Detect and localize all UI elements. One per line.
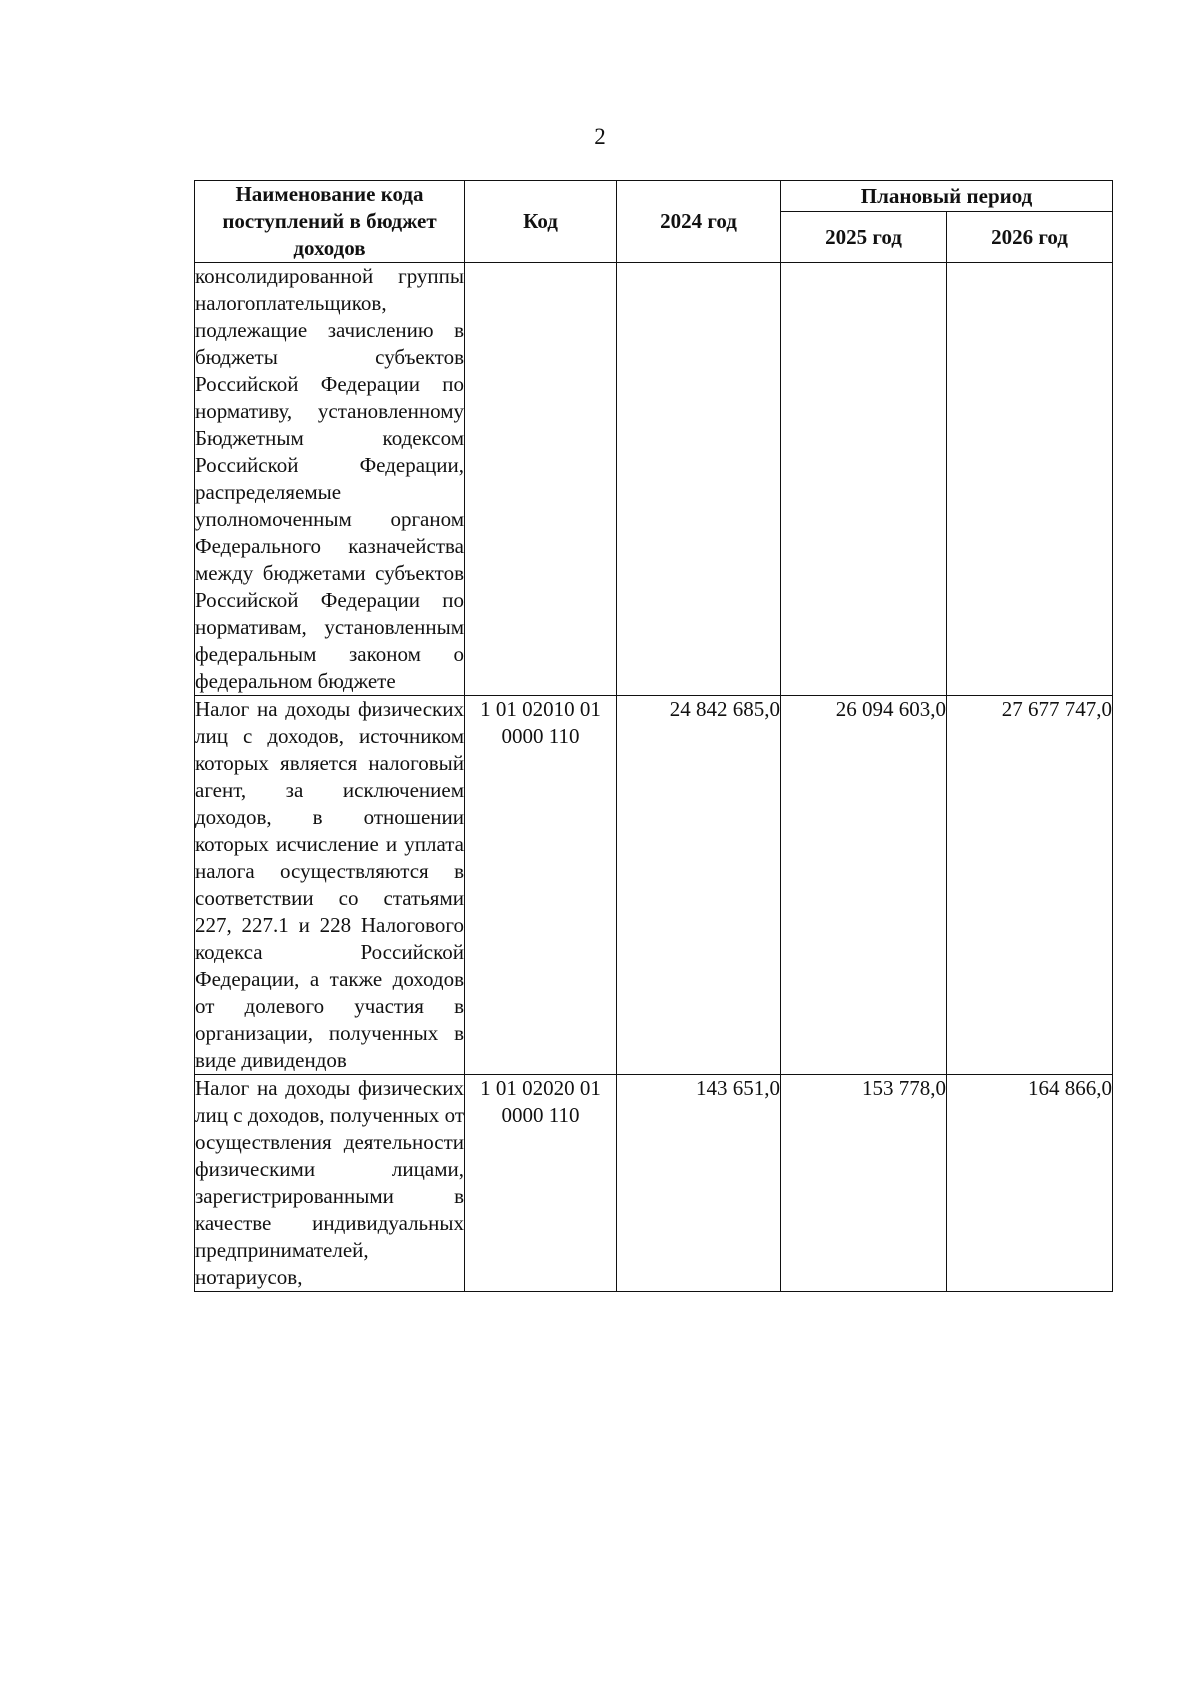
row-2026-cell: 164 866,0: [947, 1075, 1113, 1292]
row-2025-cell: 26 094 603,0: [781, 696, 947, 1075]
header-year-2024: 2024 год: [617, 181, 781, 263]
revenue-table: [194, 180, 1113, 1292]
row-name-cell: консолидированной группы налогоплательщиков, подлежащие зачислению в бюджеты субъектов Российской Федерации по нормативу, установленному Бюджетным кодексом Российской Федерации, распределяемые уполномоченным органом Федерального казначейства между бюджетами субъектов Российской Федерации по нормативам, установленным федеральным законом о федеральном бюджете: [195, 263, 465, 696]
row-2024-cell: 24 842 685,0: [617, 696, 781, 1075]
header-name: Наименование кода поступлений в бюджет доходов: [195, 181, 465, 263]
page-number: 2: [594, 124, 606, 149]
row-2025-cell: 153 778,0: [781, 1075, 947, 1292]
header-year-2026: 2026 год: [947, 212, 1113, 263]
header-planned-period: Плановый период: [781, 181, 1113, 212]
table-body: [195, 263, 1113, 1292]
table-row: [195, 1075, 1113, 1292]
row-2025-cell: [781, 263, 947, 696]
table-row: [195, 696, 1113, 1075]
row-code-cell: [465, 263, 617, 696]
row-2024-cell: [617, 263, 781, 696]
row-2026-cell: [947, 263, 1113, 696]
header-year-2025: 2025 год: [781, 212, 947, 263]
row-2024-cell: 143 651,0: [617, 1075, 781, 1292]
row-name-cell: Налог на доходы физических лиц с доходов, источником которых является налоговый агент, за исключением доходов, в отношении которых исчисление и уплата налога осуществляются в соответствии со статьями 227, 227.1 и 228 Налогового кодекса Российской Федерации, а также доходов от долевого участия в организации, полученных в виде дивидендов: [195, 696, 465, 1075]
table-row: [195, 263, 1113, 696]
header-code: Код: [465, 181, 617, 263]
row-2026-cell: 27 677 747,0: [947, 696, 1113, 1075]
row-code-cell: 1 01 02010 01 0000 110: [465, 696, 617, 1075]
row-name-cell: Налог на доходы физических лиц с доходов, полученных от осуществления деятельности физическими лицами, зарегистрированными в качестве индивидуальных предпринимателей, нотариусов,: [195, 1075, 465, 1292]
row-code-cell: 1 01 02020 01 0000 110: [465, 1075, 617, 1292]
table-header: [195, 181, 1113, 263]
